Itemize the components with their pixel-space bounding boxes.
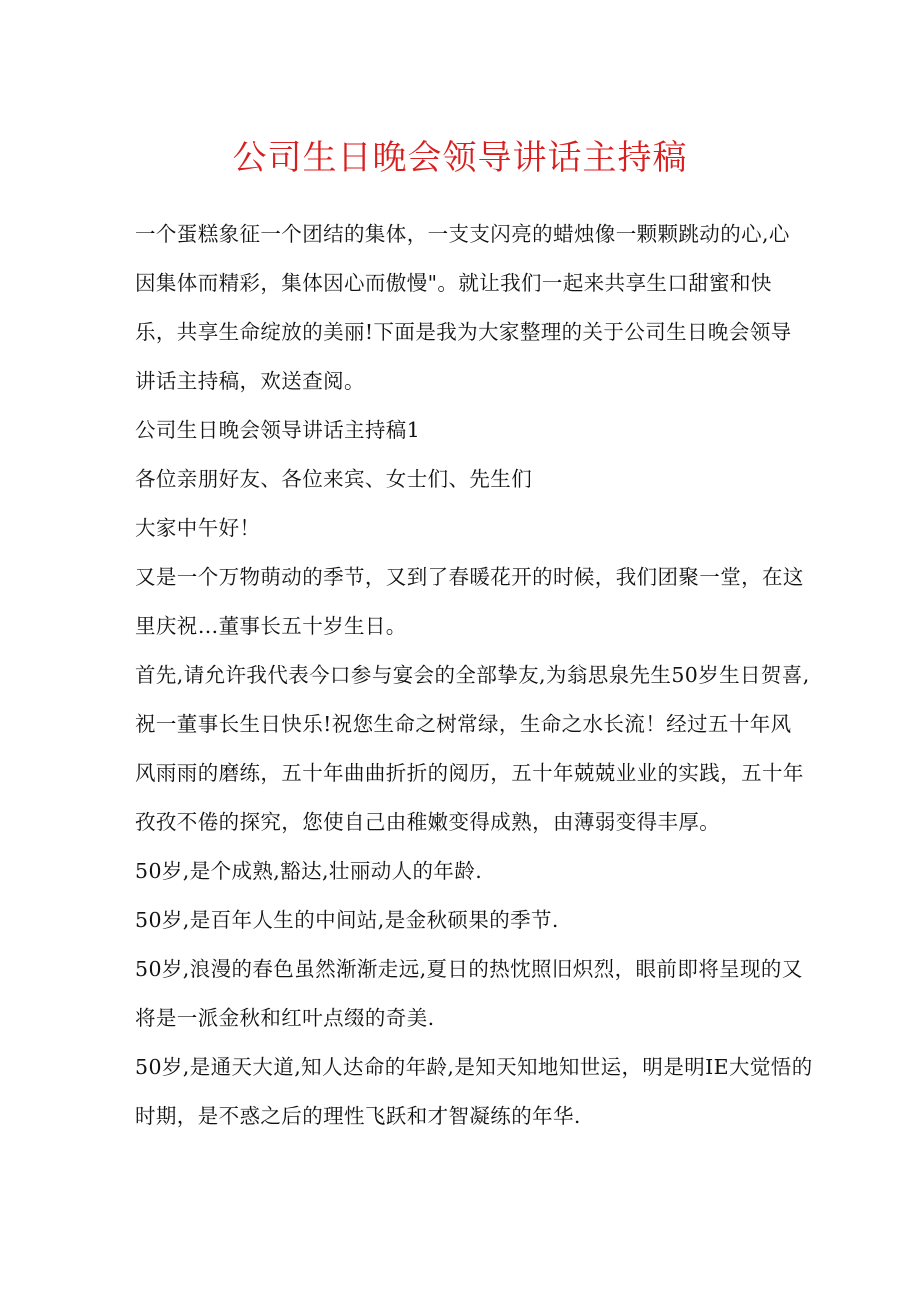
paragraph-line: 50岁,是通天大道,知人达命的年龄,是知天知地知世运，明是明IE大觉悟的 bbox=[135, 1055, 813, 1079]
paragraph-line: 首先,请允许我代表今口参与宴会的全部挚友,为翁思泉先生50岁生日贺喜, bbox=[135, 663, 810, 687]
paragraph-line: 50岁,浪漫的春色虽然渐渐走远,夏日的热忱照旧炽烈，眼前即将呈现的又 bbox=[135, 957, 803, 981]
intro-line-2: 因集体而精彩，集体因心而傲慢"。就让我们一起来共享生口甜蜜和快 bbox=[135, 271, 772, 295]
paragraph-line: 又是一个万物萌动的季节，又到了春暖花开的时候，我们团聚一堂，在这 bbox=[135, 565, 804, 589]
section-heading: 公司生日晚会领导讲话主持稿1 bbox=[135, 418, 421, 442]
paragraph-line: 将是一派金秋和红叶点缀的奇美. bbox=[135, 1006, 435, 1030]
paragraph-line: 50岁,是个成熟,豁达,壮丽动人的年龄. bbox=[135, 859, 483, 883]
paragraph-line: 风雨雨的磨练，五十年曲曲折折的阅历，五十年兢兢业业的实践，五十年 bbox=[135, 761, 804, 785]
intro-line-4: 讲话主持稿，欢送查阅。 bbox=[135, 369, 365, 393]
paragraph-line: 孜孜不倦的探究，您使自己由稚嫩变得成熟，由薄弱变得丰厚。 bbox=[135, 810, 721, 834]
paragraph-line: 里庆祝…董事长五十岁生日。 bbox=[135, 614, 407, 638]
intro-line-1: 一个蛋糕象征一个团结的集体，一支支闪亮的蜡烛像一颗颗跳动的心,心 bbox=[135, 222, 790, 246]
paragraph-line: 50岁,是百年人生的中间站,是金秋硕果的季节. bbox=[135, 908, 559, 932]
greeting-line: 大家中午好！ bbox=[135, 516, 261, 540]
intro-line-3: 乐，共享生命绽放的美丽!下面是我为大家整理的关于公司生日晚会领导 bbox=[135, 320, 792, 344]
salutation-line: 各位亲朋好友、各位来宾、女士们、先生们 bbox=[135, 467, 533, 491]
page-title: 公司生日晚会领导讲话主持稿 bbox=[232, 138, 688, 178]
paragraph-line: 时期，是不惑之后的理性飞跃和才智凝练的年华. bbox=[135, 1104, 581, 1128]
paragraph-line: 祝一董事长生日快乐!祝您生命之树常绿，生命之水长流！经过五十年风 bbox=[135, 712, 792, 736]
